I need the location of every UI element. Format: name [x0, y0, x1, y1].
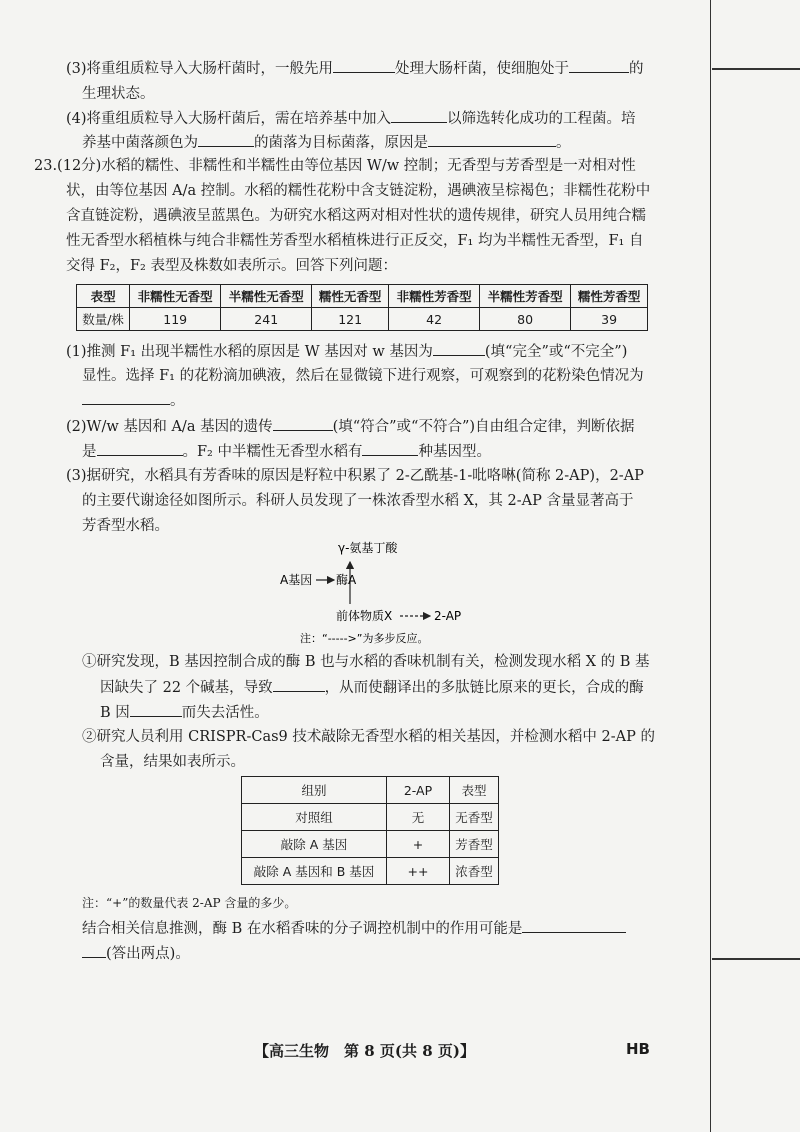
margin-mark — [712, 68, 800, 70]
table-header-cell: 表型 — [450, 777, 499, 804]
answer-blank[interactable] — [130, 702, 182, 717]
knockout-result-table — [241, 776, 499, 885]
table-cell: 浓香型 — [450, 858, 499, 885]
table-cell: 39 — [571, 308, 648, 331]
final-question-line1: 结合相关信息推测，酶 B 在水稻香味的分子调控机制中的作用可能是 — [82, 918, 626, 939]
table-row — [77, 308, 648, 331]
table-header-cell: 半糯性芳香型 — [480, 285, 571, 308]
answer-blank[interactable] — [273, 677, 325, 692]
table-cell: 对照组 — [242, 804, 387, 831]
table-header-cell: 糯性芳香型 — [571, 285, 648, 308]
margin-mark — [712, 958, 800, 960]
table-cell: 80 — [480, 308, 571, 331]
q23-stem-line: 性无香型水稻植株与纯合非糯性芳香型水稻植株进行正反交，F₁ 均为半糯性无香型，F₁ 自 — [66, 233, 644, 249]
table-cell: 无 — [387, 804, 450, 831]
sub-question-3-line3: 芳香型水稻。 — [82, 518, 169, 534]
q23-stem-line: 含直链淀粉，遇碘液呈蓝黑色。为研究水稻这两对相对性状的遗传规律，研究人员用纯合糯 — [66, 208, 646, 224]
answer-blank[interactable] — [391, 108, 447, 123]
margin-divider — [710, 0, 711, 1132]
sub-question-1-line1: (1)推测 F₁ 出现半糯性水稻的原因是 W 基因对 w 基因为 (填“完全”或“不完全”) — [66, 341, 627, 362]
table-header-cell: 表型 — [77, 285, 130, 308]
table-cell: 芳香型 — [450, 831, 499, 858]
answer-blank[interactable] — [333, 58, 395, 73]
answer-blank[interactable] — [273, 416, 333, 431]
answer-blank[interactable] — [433, 341, 485, 356]
table-cell: 敲除 A 基因和 B 基因 — [242, 858, 387, 885]
enzyme-a-label: 酶A — [336, 573, 357, 587]
final-question-line2: (答出两点)。 — [82, 943, 190, 964]
answer-blank[interactable] — [362, 441, 418, 456]
table-header-cell: 2-AP — [387, 777, 450, 804]
question-4-line2: 养基中菌落颜色为 的菌落为目标菌落，原因是 。 — [82, 132, 571, 153]
question-4-line1: (4)将重组质粒导入大肠杆菌后，需在培养基中加入 以筛选转化成功的工程菌。培 — [66, 108, 636, 129]
table-header-row — [242, 777, 499, 804]
gene-a-label: A基因 — [280, 573, 313, 587]
table-header-cell: 糯性无香型 — [312, 285, 389, 308]
table-header-cell: 组别 — [242, 777, 387, 804]
sub-question-3-line2: 的主要代谢途径如图所示。科研人员发现了一株浓香型水稻 X，其 2-AP 含量显著高于 — [82, 493, 634, 509]
answer-blank[interactable] — [82, 943, 106, 958]
question-3-line1: (3)将重组质粒导入大肠杆菌时，一般先用 处理大肠杆菌，使细胞处于 的 — [66, 58, 644, 79]
sub-question-2-line2: 是 。F₂ 中半糯性无香型水稻有 种基因型。 — [82, 441, 491, 462]
gaba-label: γ-氨基丁酸 — [338, 541, 398, 555]
answer-blank[interactable] — [428, 132, 556, 147]
table-note: 注：“+”的数量代表 2-AP 含量的多少。 — [82, 896, 297, 910]
sub-question-1-line3: 。 — [82, 390, 185, 411]
table-cell: 42 — [389, 308, 480, 331]
diagram-note: 注：“----->”为多步反应。 — [300, 632, 429, 645]
q23-stem-line: 状，由等位基因 A/a 控制。水稻的糯性花粉中含支链淀粉，遇碘液呈棕褐色；非糯性花粉中 — [66, 183, 651, 199]
table-cell: 敲除 A 基因 — [242, 831, 387, 858]
table-row — [242, 858, 499, 885]
answer-blank[interactable] — [198, 132, 254, 147]
answer-blank[interactable] — [82, 390, 170, 405]
page-footer-title: 【高三生物 第 8 页(共 8 页)】 — [254, 1042, 475, 1060]
pathway-svg — [270, 538, 510, 648]
sub-question-2-line1: (2)W/w 基因和 A/a 基因的遗传 (填“符合”或“不符合”)自由组合定律，判断依据 — [66, 416, 635, 437]
table-header-cell: 非糯性芳香型 — [389, 285, 480, 308]
sub-question-1-line2: 显性。选择 F₁ 的花粉滴加碘液，然后在显微镜下进行观察，可观察到的花粉染色情况为 — [82, 368, 644, 384]
precursor-label: 前体物质X — [336, 609, 393, 623]
question-3-line2: 生理状态。 — [82, 86, 155, 102]
table-row — [242, 831, 499, 858]
table-cell: ++ — [387, 858, 450, 885]
table-cell: 121 — [312, 308, 389, 331]
q23-stem-line: 交得 F₂，F₂ 表型及株数如表所示。回答下列问题： — [66, 258, 397, 274]
table-row — [242, 804, 499, 831]
item-2-line1: ②研究人员利用 CRISPR-Cas9 技术敲除无香型水稻的相关基因，并检测水稻中 2-AP 的 — [82, 729, 655, 745]
table-cell: 119 — [130, 308, 221, 331]
answer-blank[interactable] — [522, 918, 626, 933]
item-1-line1: ①研究发现，B 基因控制合成的酶 B 也与水稻的香味机制有关，检测发现水稻 X 的 B 基 — [82, 654, 650, 670]
item-1-line2: 因缺失了 22 个碱基，导致 ，从而使翻译出的多肽链比原来的更长，合成的酶 — [100, 677, 644, 698]
table-cell: 无香型 — [450, 804, 499, 831]
sub-question-3-line1: (3)据研究，水稻具有芳香味的原因是籽粒中积累了 2-乙酰基-1-吡咯啉(简称 2-AP)，2-AP — [66, 468, 644, 484]
table-header-cell: 半糯性无香型 — [221, 285, 312, 308]
table-cell: 数量/株 — [77, 308, 130, 331]
table-cell: + — [387, 831, 450, 858]
answer-blank[interactable] — [97, 441, 183, 456]
metabolic-pathway-diagram — [270, 538, 510, 648]
f2-phenotype-table — [76, 284, 648, 331]
table-header-cell: 非糯性无香型 — [130, 285, 221, 308]
table-cell: 241 — [221, 308, 312, 331]
item-1-line3: B 因 而失去活性。 — [100, 702, 269, 723]
product-2ap-label: 2-AP — [434, 609, 462, 623]
q23-stem-line: 23.(12分)水稻的糯性、非糯性和半糯性由等位基因 W/w 控制；无香型与芳香型是一对相对性 — [34, 158, 636, 174]
table-header-row — [77, 285, 648, 308]
item-2-line2: 含量，结果如表所示。 — [100, 754, 245, 770]
page-footer-code: HB — [626, 1040, 650, 1058]
answer-blank[interactable] — [569, 58, 629, 73]
